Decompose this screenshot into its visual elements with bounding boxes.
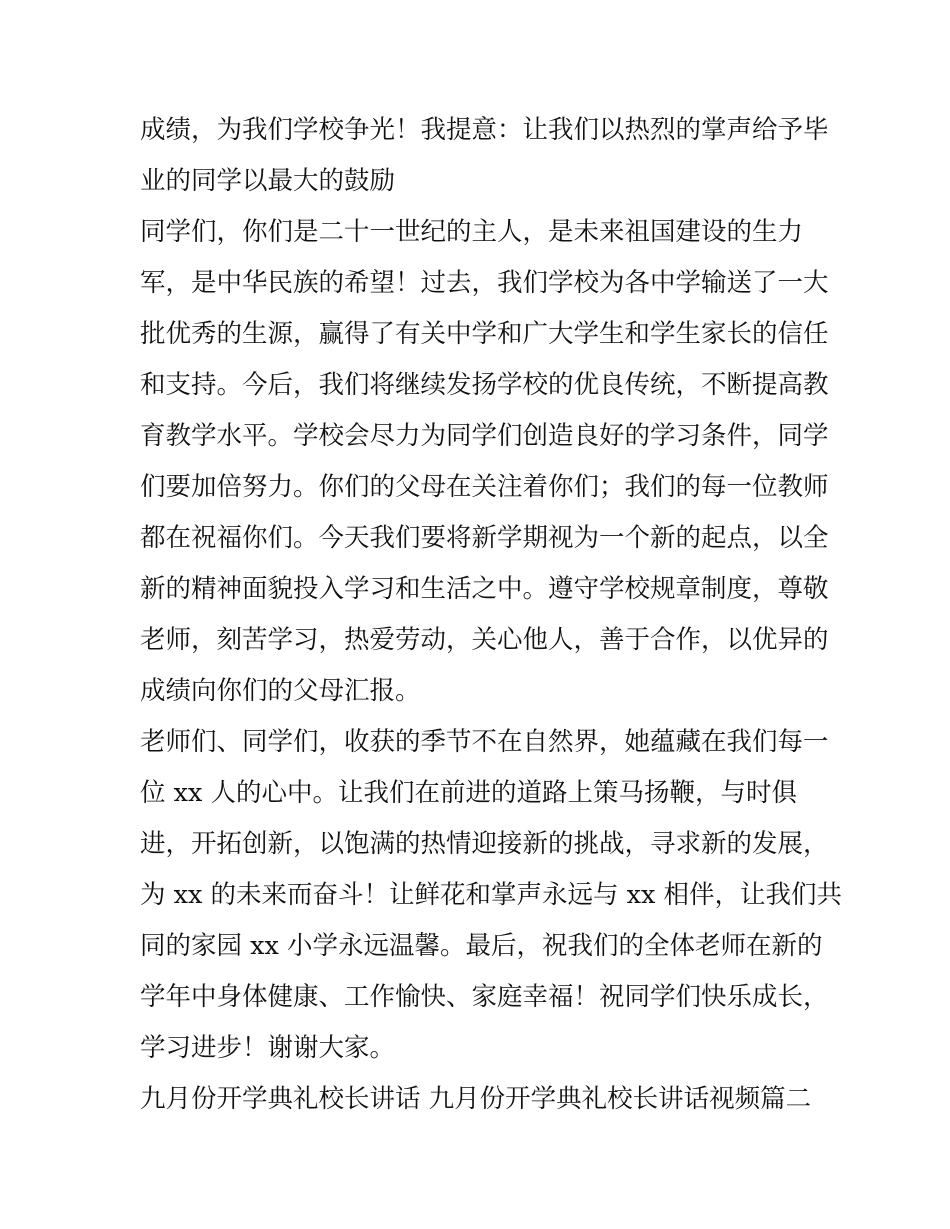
- text-line: 进，开拓创新，以饱满的热情迎接新的挑战，寻求新的发展，: [140, 829, 829, 859]
- text-line: 们要加倍努力。你们的父母在关注着你们；我们的每一位教师: [140, 472, 829, 502]
- text-line: 老师，刻苦学习，热爱劳动，关心他人，善于合作，以优异的: [140, 625, 829, 655]
- text-line: 为 xx 的未来而奋斗！让鲜花和掌声永远与 xx 相伴，让我们共: [140, 880, 842, 910]
- text-line: 新的精神面貌投入学习和生活之中。遵守学校规章制度，尊敬: [140, 574, 829, 604]
- document-body: [140, 105, 842, 1125]
- text-line: 同的家园 xx 小学永远温馨。最后，祝我们的全体老师在新的: [140, 931, 823, 961]
- text-line: 位 xx 人的心中。让我们在前进的道路上策马扬鞭，与时俱: [140, 778, 797, 808]
- text-line: 学年中身体健康、工作愉快、家庭幸福！祝同学们快乐成长，: [140, 982, 829, 1012]
- text-line: 批优秀的生源，赢得了有关中学和广大学生和学生家长的信任: [140, 319, 829, 349]
- text-line: 育教学水平。学校会尽力为同学们创造良好的学习条件，同学: [140, 421, 829, 451]
- section-heading: 九月份开学典礼校长讲话 九月份开学典礼校长讲话视频篇二: [140, 1084, 812, 1114]
- text-line: 业的同学以最大的鼓励: [140, 166, 396, 196]
- text-line: 成绩向你们的父母汇报。: [140, 676, 421, 706]
- text-line: 同学们，你们是二十一世纪的主人，是未来祖国建设的生力: [140, 217, 804, 247]
- text-line: 老师们、同学们，收获的季节不在自然界，她蕴藏在我们每一: [140, 727, 829, 757]
- text-line: 成绩，为我们学校争光！我提意：让我们以热烈的掌声给予毕: [140, 115, 829, 145]
- text-line: 和支持。今后，我们将继续发扬学校的优良传统，不断提高教: [140, 370, 829, 400]
- text-line: 都在祝福你们。今天我们要将新学期视为一个新的起点，以全: [140, 523, 829, 553]
- text-line: 学习进步！谢谢大家。: [140, 1033, 396, 1063]
- text-line: 军，是中华民族的希望！过去，我们学校为各中学输送了一大: [140, 268, 829, 298]
